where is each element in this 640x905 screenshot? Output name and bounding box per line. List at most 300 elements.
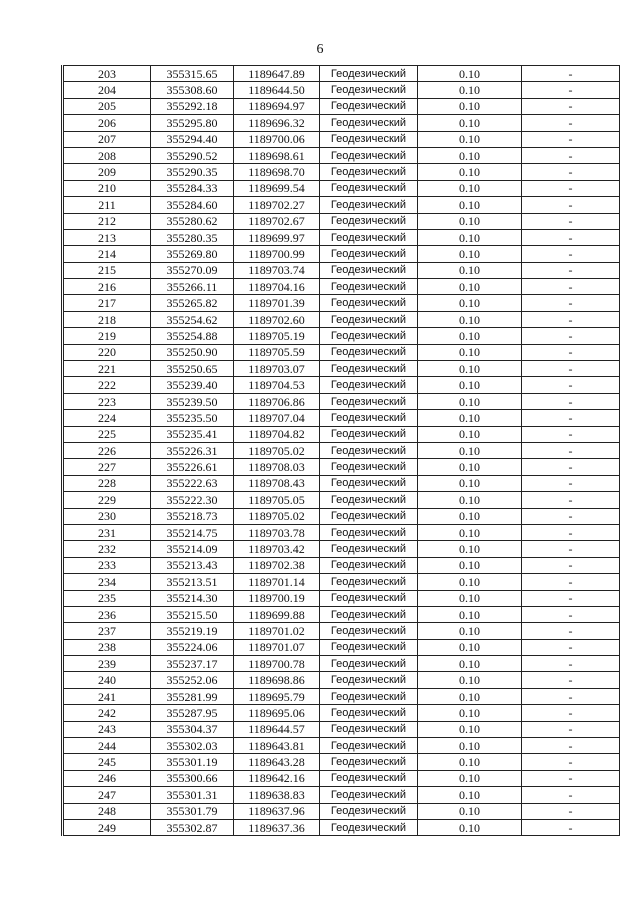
point-number-cell: 248 [63,803,151,819]
method-cell: Геодезический [320,557,418,573]
x-coordinate-cell: 355280.62 [151,213,234,229]
y-coordinate-cell: 1189696.32 [234,115,320,131]
y-coordinate-cell: 1189701.14 [234,574,320,590]
x-coordinate-cell: 355290.52 [151,147,234,163]
note-cell: - [522,361,620,377]
method-cell: Геодезический [320,574,418,590]
x-coordinate-cell: 355226.61 [151,459,234,475]
table-row [63,623,620,639]
point-number-cell: 233 [63,557,151,573]
y-coordinate-cell: 1189699.97 [234,229,320,245]
method-cell: Геодезический [320,656,418,672]
y-coordinate-cell: 1189698.86 [234,672,320,688]
accuracy-cell: 0.10 [418,459,522,475]
page-number: 6 [316,42,324,57]
method-cell: Геодезический [320,705,418,721]
method-cell: Геодезический [320,393,418,409]
note-cell: - [522,377,620,393]
x-coordinate-cell: 355224.06 [151,639,234,655]
point-number-cell: 209 [63,164,151,180]
point-number-cell: 245 [63,754,151,770]
note-cell: - [522,623,620,639]
point-number-cell: 223 [63,393,151,409]
note-cell: - [522,442,620,458]
method-cell: Геодезический [320,328,418,344]
x-coordinate-cell: 355254.62 [151,311,234,327]
y-coordinate-cell: 1189637.36 [234,819,320,835]
x-coordinate-cell: 355295.80 [151,115,234,131]
method-cell: Геодезический [320,377,418,393]
method-cell: Геодезический [320,147,418,163]
y-coordinate-cell: 1189702.60 [234,311,320,327]
y-coordinate-cell: 1189700.78 [234,656,320,672]
table-row [63,377,620,393]
method-cell: Геодезический [320,492,418,508]
table-row [63,442,620,458]
x-coordinate-cell: 355214.75 [151,524,234,540]
y-coordinate-cell: 1189647.89 [234,66,320,82]
point-number-cell: 217 [63,295,151,311]
table-row [63,803,620,819]
x-coordinate-cell: 355284.33 [151,180,234,196]
note-cell: - [522,410,620,426]
table-row [63,66,620,82]
table-row [63,98,620,114]
point-number-cell: 215 [63,262,151,278]
y-coordinate-cell: 1189704.53 [234,377,320,393]
point-number-cell: 213 [63,229,151,245]
point-number-cell: 236 [63,606,151,622]
x-coordinate-cell: 355270.09 [151,262,234,278]
y-coordinate-cell: 1189705.02 [234,508,320,524]
y-coordinate-cell: 1189708.03 [234,459,320,475]
table-row [63,180,620,196]
point-number-cell: 203 [63,66,151,82]
table-row [63,459,620,475]
accuracy-cell: 0.10 [418,738,522,754]
x-coordinate-cell: 355302.03 [151,738,234,754]
point-number-cell: 231 [63,524,151,540]
accuracy-cell: 0.10 [418,557,522,573]
x-coordinate-cell: 355284.60 [151,197,234,213]
x-coordinate-cell: 355292.18 [151,98,234,114]
table-row [63,508,620,524]
table-row [63,361,620,377]
y-coordinate-cell: 1189701.02 [234,623,320,639]
x-coordinate-cell: 355301.19 [151,754,234,770]
point-number-cell: 212 [63,213,151,229]
table-row [63,426,620,442]
y-coordinate-cell: 1189702.38 [234,557,320,573]
point-number-cell: 229 [63,492,151,508]
method-cell: Геодезический [320,246,418,262]
point-number-cell: 242 [63,705,151,721]
y-coordinate-cell: 1189705.19 [234,328,320,344]
method-cell: Геодезический [320,590,418,606]
coordinates-table [61,65,620,836]
x-coordinate-cell: 355302.87 [151,819,234,835]
point-number-cell: 237 [63,623,151,639]
accuracy-cell: 0.10 [418,229,522,245]
x-coordinate-cell: 355214.09 [151,541,234,557]
point-number-cell: 205 [63,98,151,114]
y-coordinate-cell: 1189708.43 [234,475,320,491]
table-row [63,82,620,98]
method-cell: Геодезический [320,279,418,295]
point-number-cell: 224 [63,410,151,426]
accuracy-cell: 0.10 [418,688,522,704]
x-coordinate-cell: 355301.31 [151,787,234,803]
table-row [63,541,620,557]
point-number-cell: 230 [63,508,151,524]
x-coordinate-cell: 355215.50 [151,606,234,622]
coordinates-table-body [63,66,620,836]
note-cell: - [522,688,620,704]
accuracy-cell: 0.10 [418,213,522,229]
accuracy-cell: 0.10 [418,426,522,442]
note-cell: - [522,147,620,163]
method-cell: Геодезический [320,229,418,245]
table-row [63,311,620,327]
note-cell: - [522,574,620,590]
x-coordinate-cell: 355254.88 [151,328,234,344]
point-number-cell: 204 [63,82,151,98]
note-cell: - [522,66,620,82]
point-number-cell: 232 [63,541,151,557]
accuracy-cell: 0.10 [418,344,522,360]
note-cell: - [522,115,620,131]
table-row [63,246,620,262]
y-coordinate-cell: 1189705.02 [234,442,320,458]
y-coordinate-cell: 1189698.61 [234,147,320,163]
x-coordinate-cell: 355281.99 [151,688,234,704]
accuracy-cell: 0.10 [418,197,522,213]
x-coordinate-cell: 355239.50 [151,393,234,409]
accuracy-cell: 0.10 [418,656,522,672]
note-cell: - [522,656,620,672]
accuracy-cell: 0.10 [418,66,522,82]
x-coordinate-cell: 355222.30 [151,492,234,508]
y-coordinate-cell: 1189695.06 [234,705,320,721]
table-row [63,574,620,590]
method-cell: Геодезический [320,475,418,491]
note-cell: - [522,180,620,196]
accuracy-cell: 0.10 [418,672,522,688]
table-row [63,492,620,508]
x-coordinate-cell: 355214.30 [151,590,234,606]
method-cell: Геодезический [320,803,418,819]
accuracy-cell: 0.10 [418,787,522,803]
x-coordinate-cell: 355304.37 [151,721,234,737]
accuracy-cell: 0.10 [418,721,522,737]
x-coordinate-cell: 355265.82 [151,295,234,311]
note-cell: - [522,541,620,557]
y-coordinate-cell: 1189699.88 [234,606,320,622]
x-coordinate-cell: 355213.51 [151,574,234,590]
y-coordinate-cell: 1189642.16 [234,770,320,786]
point-number-cell: 234 [63,574,151,590]
accuracy-cell: 0.10 [418,295,522,311]
accuracy-cell: 0.10 [418,164,522,180]
table-row [63,688,620,704]
point-number-cell: 235 [63,590,151,606]
y-coordinate-cell: 1189643.28 [234,754,320,770]
y-coordinate-cell: 1189705.05 [234,492,320,508]
note-cell: - [522,819,620,835]
point-number-cell: 227 [63,459,151,475]
y-coordinate-cell: 1189704.16 [234,279,320,295]
table-row [63,393,620,409]
accuracy-cell: 0.10 [418,328,522,344]
table-row [63,147,620,163]
y-coordinate-cell: 1189704.82 [234,426,320,442]
note-cell: - [522,311,620,327]
note-cell: - [522,98,620,114]
method-cell: Геодезический [320,426,418,442]
y-coordinate-cell: 1189702.67 [234,213,320,229]
method-cell: Геодезический [320,623,418,639]
method-cell: Геодезический [320,672,418,688]
point-number-cell: 247 [63,787,151,803]
y-coordinate-cell: 1189694.97 [234,98,320,114]
accuracy-cell: 0.10 [418,98,522,114]
accuracy-cell: 0.10 [418,361,522,377]
accuracy-cell: 0.10 [418,803,522,819]
note-cell: - [522,279,620,295]
accuracy-cell: 0.10 [418,606,522,622]
x-coordinate-cell: 355300.66 [151,770,234,786]
y-coordinate-cell: 1189703.42 [234,541,320,557]
note-cell: - [522,262,620,278]
y-coordinate-cell: 1189643.81 [234,738,320,754]
x-coordinate-cell: 355315.65 [151,66,234,82]
note-cell: - [522,524,620,540]
note-cell: - [522,721,620,737]
accuracy-cell: 0.10 [418,279,522,295]
method-cell: Геодезический [320,66,418,82]
note-cell: - [522,770,620,786]
accuracy-cell: 0.10 [418,82,522,98]
x-coordinate-cell: 355280.35 [151,229,234,245]
y-coordinate-cell: 1189703.78 [234,524,320,540]
note-cell: - [522,393,620,409]
note-cell: - [522,197,620,213]
note-cell: - [522,344,620,360]
y-coordinate-cell: 1189698.70 [234,164,320,180]
accuracy-cell: 0.10 [418,524,522,540]
point-number-cell: 240 [63,672,151,688]
method-cell: Геодезический [320,295,418,311]
note-cell: - [522,475,620,491]
method-cell: Геодезический [320,344,418,360]
table-row [63,639,620,655]
note-cell: - [522,672,620,688]
method-cell: Геодезический [320,787,418,803]
method-cell: Геодезический [320,213,418,229]
method-cell: Геодезический [320,459,418,475]
table-row [63,197,620,213]
x-coordinate-cell: 355287.95 [151,705,234,721]
x-coordinate-cell: 355252.06 [151,672,234,688]
table-row [63,279,620,295]
y-coordinate-cell: 1189644.50 [234,82,320,98]
accuracy-cell: 0.10 [418,311,522,327]
accuracy-cell: 0.10 [418,377,522,393]
x-coordinate-cell: 355308.60 [151,82,234,98]
note-cell: - [522,82,620,98]
x-coordinate-cell: 355269.80 [151,246,234,262]
point-number-cell: 219 [63,328,151,344]
table-row [63,115,620,131]
accuracy-cell: 0.10 [418,574,522,590]
accuracy-cell: 0.10 [418,819,522,835]
table-row [63,656,620,672]
y-coordinate-cell: 1189703.07 [234,361,320,377]
table-row [63,229,620,245]
x-coordinate-cell: 355218.73 [151,508,234,524]
table-row [63,606,620,622]
method-cell: Геодезический [320,131,418,147]
table-row [63,819,620,835]
note-cell: - [522,131,620,147]
point-number-cell: 238 [63,639,151,655]
accuracy-cell: 0.10 [418,754,522,770]
table-row [63,770,620,786]
method-cell: Геодезический [320,442,418,458]
method-cell: Геодезический [320,197,418,213]
note-cell: - [522,705,620,721]
y-coordinate-cell: 1189638.83 [234,787,320,803]
method-cell: Геодезический [320,541,418,557]
x-coordinate-cell: 355213.43 [151,557,234,573]
x-coordinate-cell: 355222.63 [151,475,234,491]
table-row [63,475,620,491]
y-coordinate-cell: 1189700.19 [234,590,320,606]
table-row [63,557,620,573]
note-cell: - [522,738,620,754]
method-cell: Геодезический [320,82,418,98]
method-cell: Геодезический [320,262,418,278]
accuracy-cell: 0.10 [418,393,522,409]
note-cell: - [522,164,620,180]
y-coordinate-cell: 1189700.99 [234,246,320,262]
x-coordinate-cell: 355250.65 [151,361,234,377]
x-coordinate-cell: 355235.41 [151,426,234,442]
point-number-cell: 214 [63,246,151,262]
note-cell: - [522,229,620,245]
point-number-cell: 241 [63,688,151,704]
method-cell: Геодезический [320,115,418,131]
table-row [63,410,620,426]
note-cell: - [522,295,620,311]
method-cell: Геодезический [320,819,418,835]
accuracy-cell: 0.10 [418,492,522,508]
method-cell: Геодезический [320,508,418,524]
point-number-cell: 216 [63,279,151,295]
y-coordinate-cell: 1189703.74 [234,262,320,278]
accuracy-cell: 0.10 [418,475,522,491]
y-coordinate-cell: 1189707.04 [234,410,320,426]
accuracy-cell: 0.10 [418,623,522,639]
method-cell: Геодезический [320,721,418,737]
accuracy-cell: 0.10 [418,508,522,524]
y-coordinate-cell: 1189637.96 [234,803,320,819]
accuracy-cell: 0.10 [418,131,522,147]
table-row [63,131,620,147]
method-cell: Геодезический [320,164,418,180]
point-number-cell: 226 [63,442,151,458]
method-cell: Геодезический [320,361,418,377]
y-coordinate-cell: 1189695.79 [234,688,320,704]
y-coordinate-cell: 1189644.57 [234,721,320,737]
x-coordinate-cell: 355235.50 [151,410,234,426]
note-cell: - [522,426,620,442]
method-cell: Геодезический [320,754,418,770]
table-row [63,705,620,721]
point-number-cell: 218 [63,311,151,327]
table-row [63,344,620,360]
method-cell: Геодезический [320,606,418,622]
note-cell: - [522,508,620,524]
y-coordinate-cell: 1189701.07 [234,639,320,655]
point-number-cell: 222 [63,377,151,393]
accuracy-cell: 0.10 [418,590,522,606]
note-cell: - [522,213,620,229]
method-cell: Геодезический [320,738,418,754]
point-number-cell: 239 [63,656,151,672]
point-number-cell: 249 [63,819,151,835]
accuracy-cell: 0.10 [418,262,522,278]
point-number-cell: 208 [63,147,151,163]
point-number-cell: 244 [63,738,151,754]
method-cell: Геодезический [320,98,418,114]
table-row [63,213,620,229]
accuracy-cell: 0.10 [418,147,522,163]
y-coordinate-cell: 1189702.27 [234,197,320,213]
accuracy-cell: 0.10 [418,180,522,196]
note-cell: - [522,492,620,508]
note-cell: - [522,639,620,655]
y-coordinate-cell: 1189699.54 [234,180,320,196]
y-coordinate-cell: 1189701.39 [234,295,320,311]
method-cell: Геодезический [320,180,418,196]
y-coordinate-cell: 1189706.86 [234,393,320,409]
note-cell: - [522,803,620,819]
method-cell: Геодезический [320,770,418,786]
accuracy-cell: 0.10 [418,442,522,458]
x-coordinate-cell: 355294.40 [151,131,234,147]
accuracy-cell: 0.10 [418,115,522,131]
method-cell: Геодезический [320,524,418,540]
table-row [63,787,620,803]
point-number-cell: 243 [63,721,151,737]
accuracy-cell: 0.10 [418,410,522,426]
accuracy-cell: 0.10 [418,246,522,262]
point-number-cell: 210 [63,180,151,196]
point-number-cell: 207 [63,131,151,147]
accuracy-cell: 0.10 [418,770,522,786]
table-row [63,524,620,540]
accuracy-cell: 0.10 [418,639,522,655]
table-row [63,754,620,770]
table-row [63,328,620,344]
note-cell: - [522,754,620,770]
point-number-cell: 206 [63,115,151,131]
y-coordinate-cell: 1189700.06 [234,131,320,147]
note-cell: - [522,459,620,475]
note-cell: - [522,787,620,803]
table-row [63,590,620,606]
